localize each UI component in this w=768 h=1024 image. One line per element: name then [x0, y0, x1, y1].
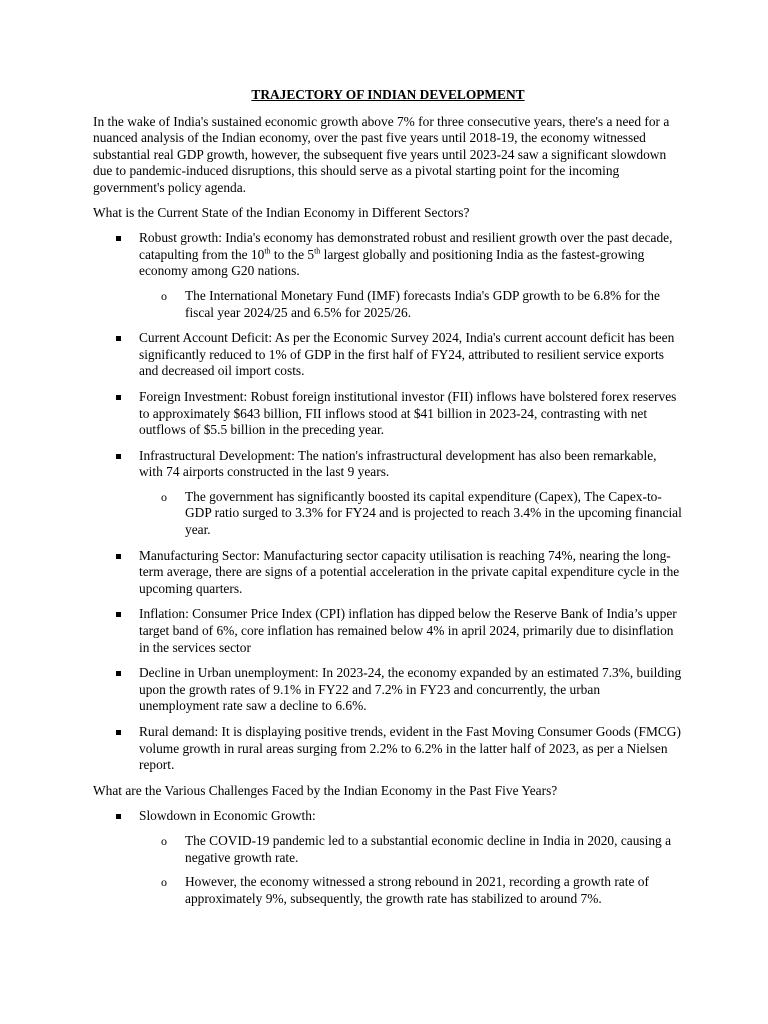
square-bullet-icon: [116, 612, 121, 617]
list-item-manufacturing: Manufacturing Sector: Manufacturing sector capacity utilisation is reaching 74%, nearing the long-term average, there are signs of a potential acceleration in the private capital expenditure cycle in the upcoming quarters.: [93, 548, 683, 598]
intro-paragraph: In the wake of India's sustained economic growth above 7% for three consecutive years, there's a need for a nuanced analysis of the Indian economy, over the past five years until 2018-19, the economy witnessed substantial real GDP growth, however, the subsequent five years until 2023-24 saw a significant slowdown due to pandemic-induced disruptions, this should serve as a pivotal starting point for the incoming government's policy agenda.: [93, 113, 670, 195]
square-bullet-icon: [116, 814, 121, 819]
circle-bullet-icon: o: [161, 288, 167, 303]
circle-bullet-icon: o: [161, 833, 167, 848]
list-item-infrastructure: Infrastructural Development: The nation's infrastructural development has also been remarkable, with 74 airports constructed in the last 9 years. o The government has significantly boosted its capital expenditure (Capex), The Capex-to-GDP ratio surged to 3.3% for FY24 and is projected to reach 3.4% in the upcoming financial year.: [93, 448, 683, 539]
robust-growth-sublist: [139, 288, 683, 321]
sublist-item-covid-decline: o The COVID-19 pandemic led to a substantial economic decline in India in 2020, causing a negative growth rate.: [161, 832, 672, 865]
list-item-urban-unemployment: Decline in Urban unemployment: In 2023-24, the economy expanded by an estimated 7.3%, building upon the growth rates of 9.1% in FY22 and 7.2% in FY23 and concurrently, the urban unemployment rate saw a decline to 6.6%.: [93, 665, 683, 715]
current-state-list: [93, 230, 683, 774]
section-question-challenges: What are the Various Challenges Faced by the Indian Economy in the Past Five Years?: [93, 782, 558, 798]
robust-growth-text: Robust growth: India's economy has demonstrated robust and resilient growth over the past decade, catapulting from the 10th to the 5th largest globally and positioning India as the fastest-growing economy among G20 nations.: [139, 230, 673, 279]
sublist-item-rebound: o However, the economy witnessed a strong rebound in 2021, recording a growth rate of approximately 9%, subsequently, the growth rate has stabilized to around 7%.: [161, 874, 649, 906]
list-item-foreign-investment: Foreign Investment: Robust foreign institutional investor (FII) inflows have bolstered forex reserves to approximately $643 billion, FII inflows stood at $41 billion in 2023-24, contrasting with net outflows of $5.5 billion in the preceding year.: [93, 389, 683, 439]
square-bullet-icon: [116, 395, 121, 400]
sublist-item-imf-forecast: o The International Monetary Fund (IMF) forecasts India's GDP growth to be 6.8% for the fiscal year 2024/25 and 6.5% for 2025/26.: [161, 287, 660, 320]
square-bullet-icon: [116, 554, 121, 559]
circle-bullet-icon: o: [161, 489, 167, 504]
infrastructure-sublist: [139, 489, 683, 539]
slowdown-sublist: [139, 833, 683, 907]
section-question-current-state: What is the Current State of the Indian Economy in Different Sectors?: [93, 204, 470, 220]
square-bullet-icon: [116, 730, 121, 735]
square-bullet-icon: [116, 671, 121, 676]
list-item-robust-growth: [93, 230, 683, 321]
document-title: TRAJECTORY OF INDIAN DEVELOPMENT: [251, 87, 525, 102]
square-bullet-icon: [116, 236, 121, 241]
list-item-inflation: Inflation: Consumer Price Index (CPI) inflation has dipped below the Reserve Bank of India’s upper target band of 6%, core inflation has remained below 4% in april 2024, primarily due to disinflation in the services sector: [93, 606, 683, 656]
sublist-item-capex: o The government has significantly boosted its capital expenditure (Capex), The Capex-to-GDP ratio surged to 3.3% for FY24 and is projected to reach 3.4% in the upcoming financial year.: [161, 488, 682, 538]
list-item-slowdown: Slowdown in Economic Growth: o The COVID-19 pandemic led to a substantial economic decline in India in 2020, causing a negative growth rate. o However, the economy witnessed a strong rebound in 2021, recording a growth rate of approximately 9%, subsequently, the growth rate has stabilized to around 7%.: [93, 808, 683, 907]
list-item-current-account-deficit: Current Account Deficit: As per the Economic Survey 2024, India's current account deficit has been significantly reduced to 1% of GDP in the first half of FY24, attributed to resilient service exports and decreased oil import costs.: [93, 330, 683, 380]
circle-bullet-icon: o: [161, 875, 167, 890]
square-bullet-icon: [116, 336, 121, 341]
square-bullet-icon: [116, 454, 121, 459]
document-body: [93, 87, 683, 916]
list-item-rural-demand: Rural demand: It is displaying positive trends, evident in the Fast Moving Consumer Goods (FMCG) volume growth in rural areas surging from 2.2% to 6.2% in the latter half of 2023, as per a Nielsen report.: [93, 724, 683, 774]
challenges-list: [93, 808, 683, 907]
